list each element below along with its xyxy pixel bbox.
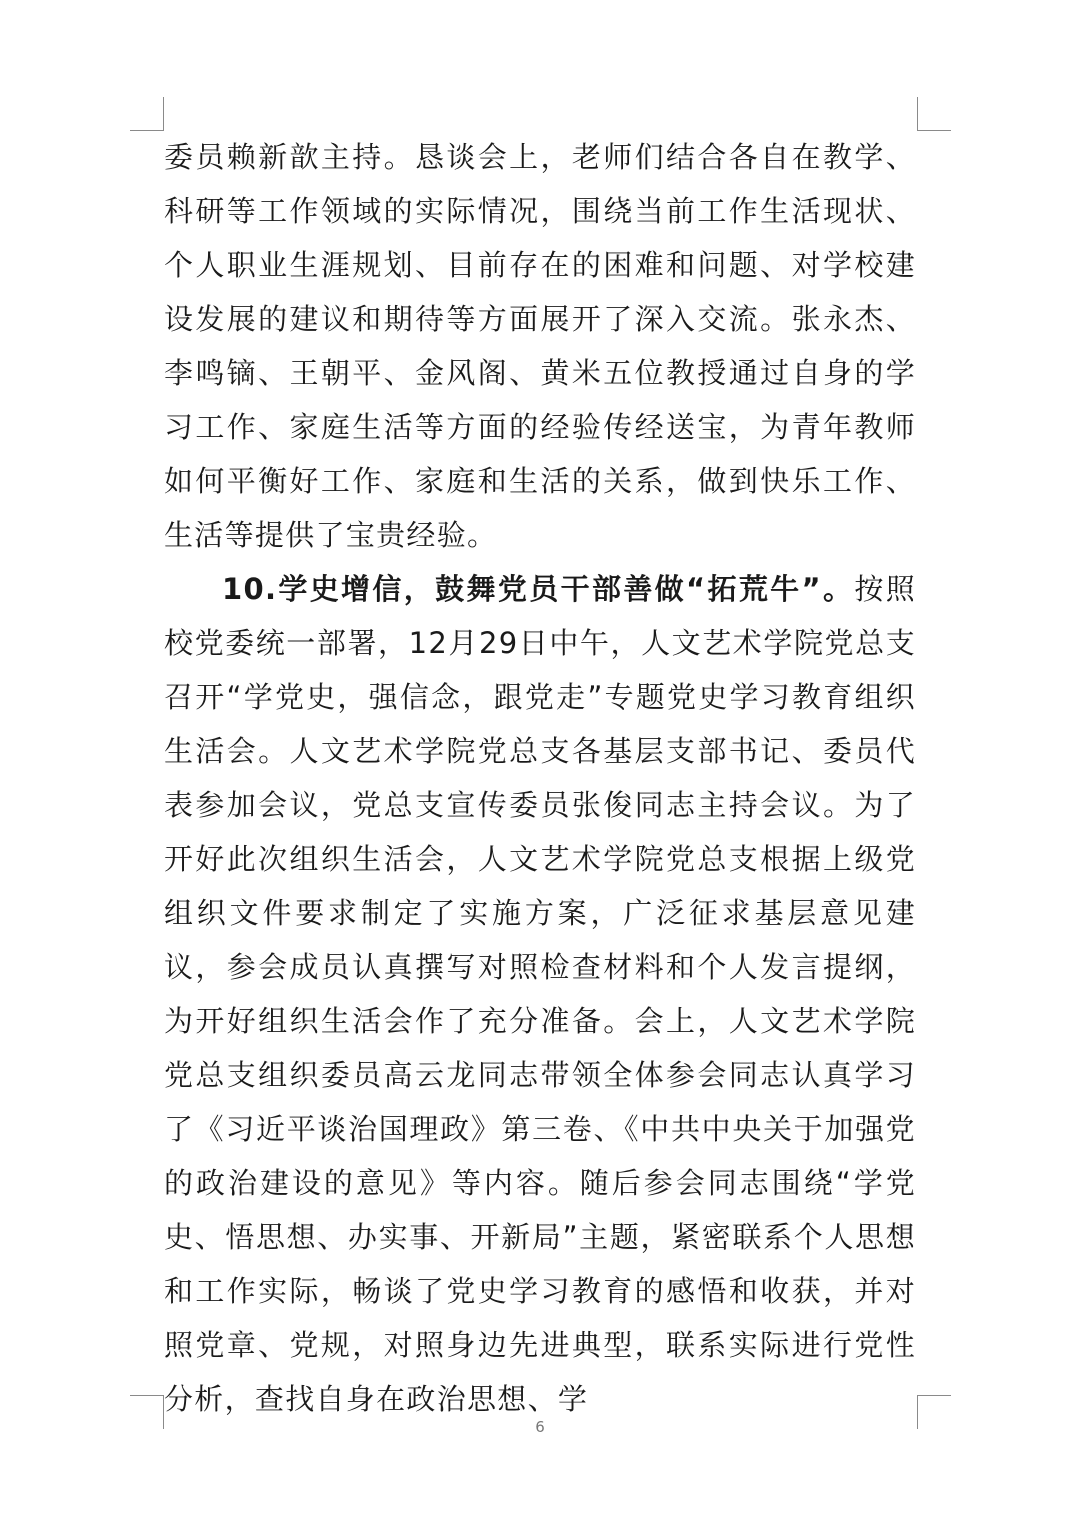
section-heading: 10.学史增信，鼓舞党员干部善做“拓荒牛”。 <box>222 572 855 606</box>
crop-mark-top-left-vertical <box>163 97 164 131</box>
body-text <box>164 130 916 1426</box>
paragraph-continuation: 委员赖新歆主持。恳谈会上，老师们结合各自在教学、科研等工作领域的实际情况，围绕当前工作生活现状、个人职业生涯规划、目前存在的困难和问题、对学校建设发展的建议和期待等方面展开了深入交流。张永杰、李鸣镝、王朝平、金风阁、黄米五位教授通过自身的学习工作、家庭生活等方面的经验传经送宝，为青年教师如何平衡好工作、家庭和生活的关系，做到快乐工作、生活等提供了宝贵经验。 <box>164 140 916 552</box>
crop-mark-top-right-vertical <box>917 97 918 131</box>
crop-mark-bottom-right-horizontal <box>917 1395 951 1396</box>
crop-mark-top-left-horizontal <box>130 130 164 131</box>
crop-mark-top-right-horizontal <box>917 130 951 131</box>
section-body: 按照校党委统一部署，12月29日中午，人文艺术学院党总支召开“学党史，强信念，跟党走”专题党史学习教育组织生活会。人文艺术学院党总支各基层支部书记、委员代表参加会议，党总支宣传委员张俊同志主持会议。为了开好此次组织生活会，人文艺术学院党总支根据上级党组织文件要求制定了实施方案，广泛征求基层意见建议，参会成员认真撰写对照检查材料和个人发言提纲，为开好组织生活会作了充分准备。会上，人文艺术学院党总支组织委员高云龙同志带领全体参会同志认真学习了《习近平谈治国理政》第三卷、《中共中央关于加强党的政治建设的意见》等内容。随后参会同志围绕“学党史、悟思想、办实事、开新局”主题，紧密联系个人思想和工作实际，畅谈了党史学习教育的感悟和收获，并对照党章、党规，对照身边先进典型，联系实际进行党性分析，查找自身在政治思想、学 <box>164 572 916 1416</box>
page-number: 6 <box>535 1418 545 1436</box>
crop-mark-bottom-left-horizontal <box>130 1395 164 1396</box>
paragraph-section-10 <box>164 562 916 1426</box>
